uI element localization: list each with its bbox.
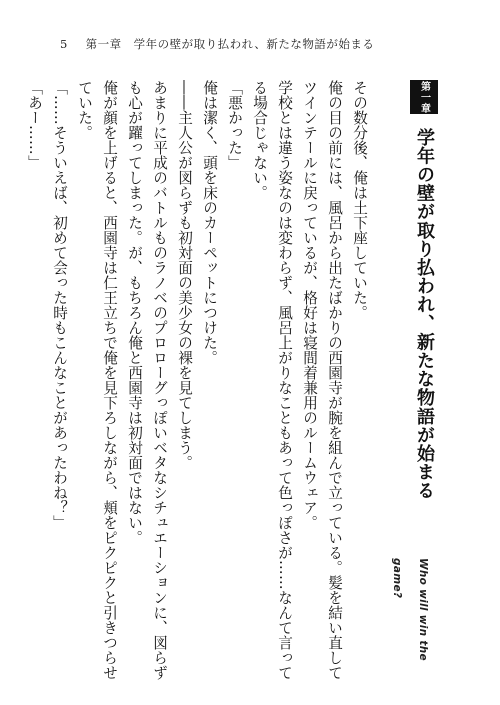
paragraph: 「……そういえば、初めて会った時もこんなことがあったわね？」 (51, 80, 68, 530)
running-header (60, 36, 390, 52)
running-head-title: 第一章 学年の壁が取り払われ、新たな物語が始まる (85, 37, 375, 51)
page-number: 5 (60, 37, 68, 51)
paragraph: 俺は潔く、頭を床のカーペットにつけた。 (201, 80, 218, 365)
tagline: Who will win the game? (391, 558, 429, 661)
paragraph: 俺が顔を上げると、西園寺は仁王立ちで俺を見下ろしながら、頬をピクピクと引きつらせていた。 (76, 80, 118, 680)
body-text (26, 80, 372, 680)
paragraph: 俺の目の前には、風呂から出たばかりの西園寺が腕を組んで立っている。髪を結い直してツインテールに戻っているが、格好は寝間着兼用のルームウェア。 (301, 80, 343, 680)
chapter-heading (400, 80, 448, 500)
paragraph: あまりに平成のバトルものラノベのプロローグっぽいベタなシチュエーションに、図らずも心が躍ってしまった。が、もちろん俺と西園寺は初対面ではない。 (126, 80, 168, 680)
paragraph: 「悪かった」 (226, 80, 243, 170)
paragraph: ――主人公が図らずも初対面の美少女の裸を見てしまう。 (176, 80, 193, 470)
paragraph: その数分後、俺は土下座していた。 (351, 80, 368, 320)
chapter-badge: 第一章 (410, 80, 438, 114)
paragraph: 学校とは違う姿なのは変わらず、風呂上がりなこともあって色っぽさが……なんて言ってる場合じゃない。 (251, 80, 293, 680)
chapter-title: 学年の壁が取り払われ、新たな物語が始まる (414, 128, 435, 500)
paragraph: 「あー……」 (26, 80, 43, 170)
